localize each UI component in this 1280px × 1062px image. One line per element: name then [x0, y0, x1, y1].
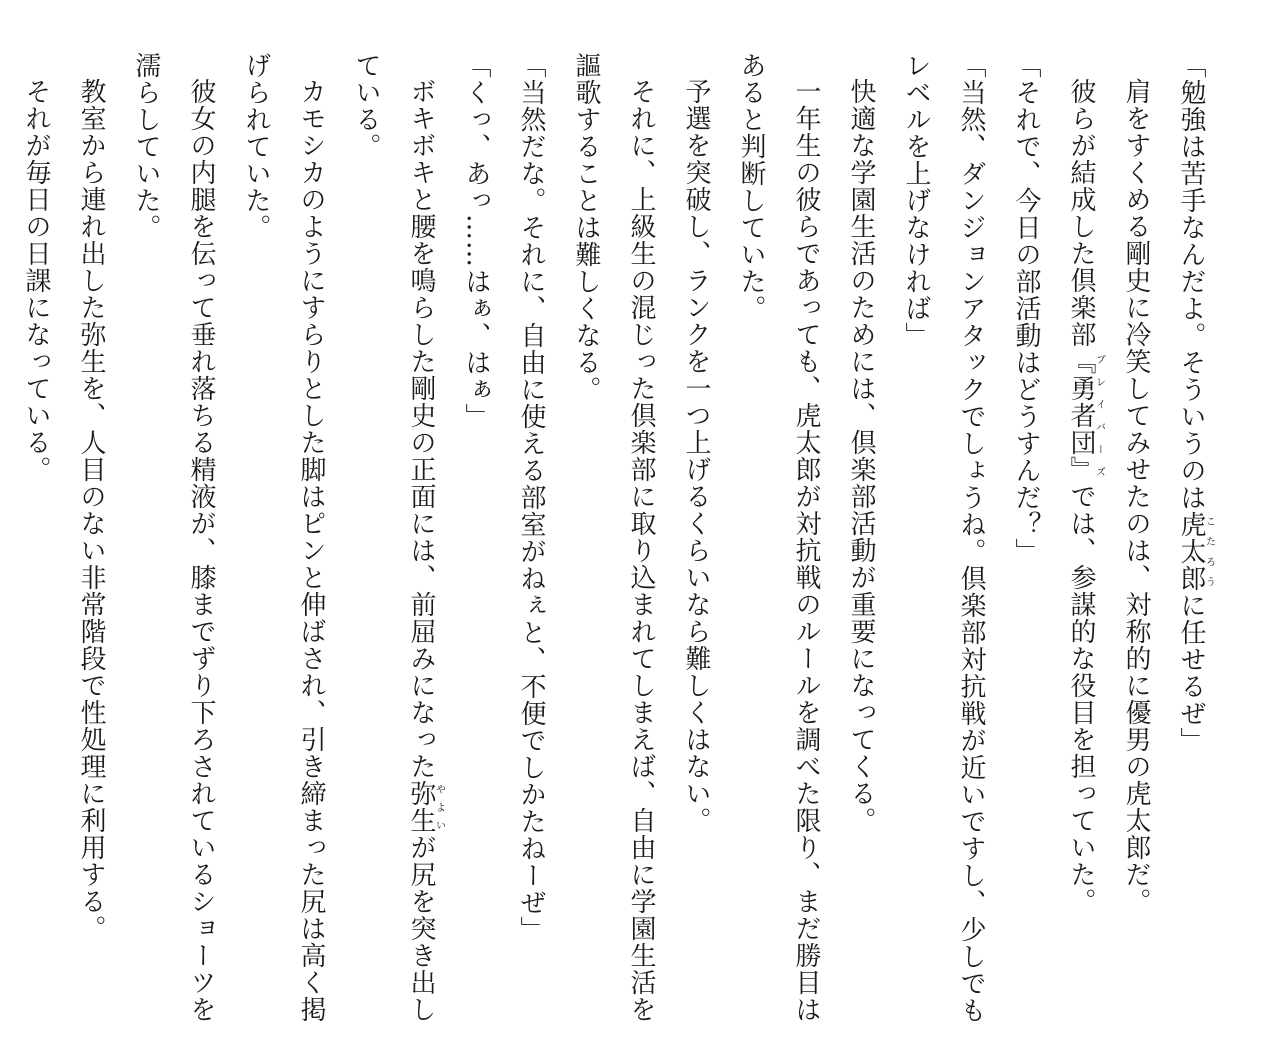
paragraph [503, 52, 558, 1042]
paragraph [63, 52, 118, 1042]
text-run: 一年生の彼らであっても、虎太郎が対抗戦のルールを調べた限り、まだ勝目はあると判断していた。 [736, 52, 821, 1023]
text-run: 快適な学園生活のためには、倶楽部活動が重要になってくる。 [846, 78, 876, 834]
text-run: 肩をすくめる剛史に冷笑してみせたのは、対称的に優男の虎太郎だ。 [1121, 78, 1151, 915]
ruby-annotated-word [1066, 348, 1105, 483]
text-run: に任せるぜ」 [1176, 592, 1206, 754]
text-run: 彼女の内腿を伝って垂れ落ちる精液が、膝までずり下ろされているショーツを濡らしていた。 [131, 52, 216, 1023]
paragraph [833, 52, 888, 1042]
text-run: それが毎日の日課になっている。 [21, 78, 51, 483]
text-run: 「当然、ダンジョンアタックでしょうね。倶楽部対抗戦が近いですし、少しでもレベルを上げなければ」 [901, 52, 986, 1024]
text-run: カモシカのようにすらりとした脚はピンと伸ばされ、引き締まった尻は高く掲げられていた。 [241, 52, 326, 1023]
paragraph [1108, 52, 1163, 1042]
vertical-text-body [21, 52, 1218, 1042]
paragraph [1053, 52, 1108, 1042]
text-run: 予選を突破し、ランクを一つ上げるくらいなら難しくはない。 [681, 78, 711, 834]
paragraph [118, 52, 228, 1042]
paragraph [668, 52, 723, 1042]
paragraph [448, 52, 503, 1042]
text-run: それに、上級生の混じった倶楽部に取り込まれてしまえば、自由に学園生活を謳歌することは難しくなる。 [571, 52, 656, 1023]
text-run: 「くっ、あっ……はぁ、はぁ」 [461, 52, 491, 430]
ruby-base-text: 『勇者団』 [1066, 348, 1096, 483]
ruby-annotated-word [1176, 511, 1215, 592]
ruby-annotated-word [406, 780, 445, 834]
text-run: 「勉強は苦手なんだよ。そういうのは [1176, 52, 1206, 511]
paragraph [1163, 52, 1218, 1042]
ruby-base-text: 虎太郎 [1176, 511, 1206, 592]
paragraph [723, 52, 833, 1042]
paragraph [888, 52, 998, 1042]
text-run: が尻を突き出している。 [351, 52, 436, 1023]
text-run: ボキボキと腰を鳴らした剛史の正面には、前屈みになった [406, 78, 436, 780]
paragraph [338, 52, 448, 1042]
paragraph [998, 52, 1053, 1042]
text-run: では、参謀的な役目を担っていた。 [1066, 483, 1096, 915]
text-run: 彼らが結成した倶楽部 [1066, 78, 1096, 348]
text-run: 「それで、今日の部活動はどうすんだ？」 [1011, 52, 1041, 565]
text-run: 教室から連れ出した弥生を、人目のない非常階段で性処理に利用する。 [76, 78, 106, 942]
paragraph [0, 52, 8, 1042]
ruby-reading: こたろう [1203, 511, 1215, 592]
ruby-base-text: 弥生 [406, 780, 436, 834]
paragraph [558, 52, 668, 1042]
ruby-reading: ブレイバーズ [1093, 348, 1105, 483]
text-run: 「当然だな。それに、自由に使える部室がねぇと、不便でしかたねーぜ」 [516, 52, 546, 943]
paragraph [228, 52, 338, 1042]
ruby-reading: やよい [433, 780, 445, 834]
paragraph [8, 52, 63, 1042]
